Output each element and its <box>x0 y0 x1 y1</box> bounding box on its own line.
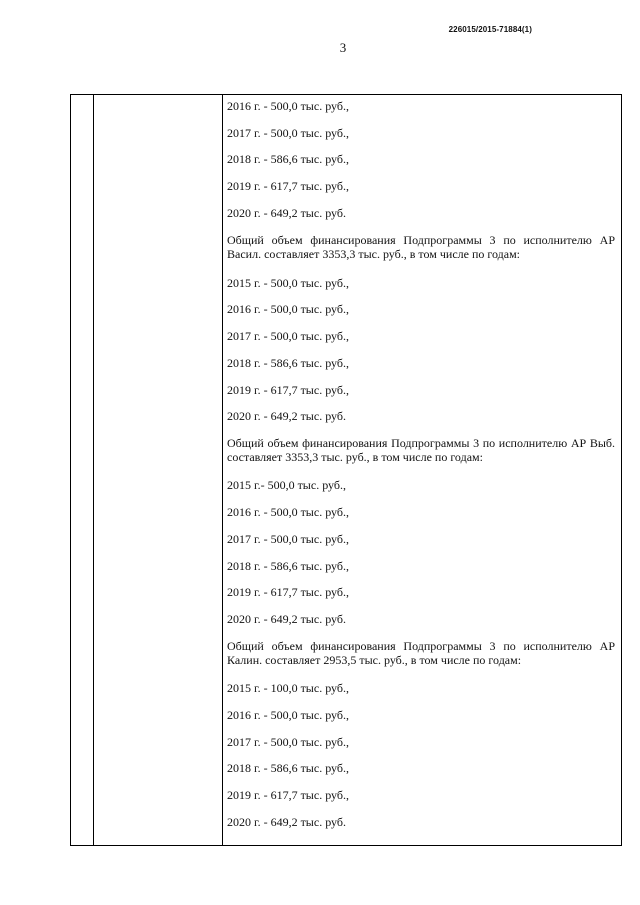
funding-line: 2018 г. - 586,6 тыс. руб., <box>227 761 349 775</box>
funding-paragraph: Общий объем финансирования Подпрограммы 3 по исполнителю АР Васил. составляет 3353,3 тыс. руб., в том числе по годам: <box>227 233 615 261</box>
funding-line: 2017 г. - 500,0 тыс. руб., <box>227 126 349 140</box>
funding-line: 2020 г. - 649,2 тыс. руб. <box>227 612 346 626</box>
table-column-divider <box>222 95 223 845</box>
funding-line: 2018 г. - 586,6 тыс. руб., <box>227 559 349 573</box>
funding-paragraph: Общий объем финансирования Подпрограммы 3 по исполнителю АР Выб. составляет 3353,3 тыс. руб., в том числе по годам: <box>227 436 615 464</box>
funding-line: 2019 г. - 617,7 тыс. руб., <box>227 788 349 802</box>
funding-paragraph: Общий объем финансирования Подпрограммы 3 по исполнителю АР Калин. составляет 2953,5 тыс. руб., в том числе по годам: <box>227 639 615 667</box>
funding-line: 2020 г. - 649,2 тыс. руб. <box>227 409 346 423</box>
funding-line: 2018 г. - 586,6 тыс. руб., <box>227 152 349 166</box>
document-id: 226015/2015-71884(1) <box>448 25 532 34</box>
funding-line: 2016 г. - 500,0 тыс. руб., <box>227 302 349 316</box>
funding-line: 2017 г. - 500,0 тыс. руб., <box>227 329 349 343</box>
funding-line: 2018 г. - 586,6 тыс. руб., <box>227 356 349 370</box>
funding-line: 2017 г. - 500,0 тыс. руб., <box>227 735 349 749</box>
funding-line: 2016 г. - 500,0 тыс. руб., <box>227 708 349 722</box>
funding-line: 2016 г. - 500,0 тыс. руб., <box>227 99 349 113</box>
page-number: 3 <box>339 40 347 55</box>
funding-line: 2015 г.- 500,0 тыс. руб., <box>227 478 346 492</box>
funding-line: 2020 г. - 649,2 тыс. руб. <box>227 815 346 829</box>
funding-line: 2016 г. - 500,0 тыс. руб., <box>227 505 349 519</box>
funding-line: 2019 г. - 617,7 тыс. руб., <box>227 383 349 397</box>
funding-line: 2015 г. - 500,0 тыс. руб., <box>227 276 349 290</box>
table-frame <box>70 94 622 846</box>
table-column-divider <box>93 95 94 845</box>
funding-line: 2019 г. - 617,7 тыс. руб., <box>227 585 349 599</box>
funding-line: 2017 г. - 500,0 тыс. руб., <box>227 532 349 546</box>
funding-line: 2019 г. - 617,7 тыс. руб., <box>227 179 349 193</box>
funding-line: 2020 г. - 649,2 тыс. руб. <box>227 206 346 220</box>
funding-line: 2015 г. - 100,0 тыс. руб., <box>227 681 349 695</box>
